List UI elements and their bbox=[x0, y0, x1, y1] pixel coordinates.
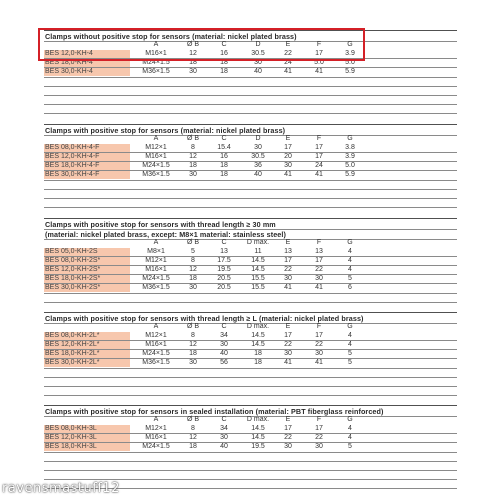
section-1-title: Clamps without positive stop for sensors (material: nickel plated brass) bbox=[45, 32, 297, 41]
rule bbox=[44, 452, 457, 453]
cell-c: 20.5 bbox=[217, 284, 231, 291]
cell-e: 22 bbox=[284, 434, 292, 441]
cell-a: M24×1.5 bbox=[142, 443, 170, 450]
cell-a: M12×1 bbox=[145, 257, 167, 264]
section-2-header bbox=[44, 135, 457, 143]
cell-f: 22 bbox=[315, 266, 323, 273]
rule bbox=[44, 395, 457, 396]
cell-a: M36×1.5 bbox=[142, 284, 170, 291]
section-4-title: Clamps with positive stop for sensors with thread length ≥ L (material: nickel plated brass) bbox=[45, 314, 364, 323]
cell-f: 17 bbox=[315, 332, 323, 339]
cell-a: M8×1 bbox=[147, 248, 165, 255]
section-3-header bbox=[44, 239, 457, 247]
cell-e: 20 bbox=[284, 153, 292, 160]
part-number: BES 18,0-KH-2S* bbox=[44, 275, 130, 283]
cell-b: 8 bbox=[191, 144, 195, 151]
cell-b: 30 bbox=[189, 68, 197, 75]
cell-b: 8 bbox=[191, 425, 195, 432]
cell-b: 12 bbox=[189, 341, 197, 348]
rule bbox=[44, 189, 457, 190]
cell-f: 41 bbox=[315, 284, 323, 291]
column-header: G bbox=[347, 239, 353, 246]
column-header: D max. bbox=[246, 323, 270, 330]
cell-d: 15.5 bbox=[251, 284, 265, 291]
table-row bbox=[44, 248, 457, 256]
cell-g: 4 bbox=[348, 434, 352, 441]
cell-e: 41 bbox=[284, 359, 292, 366]
cell-c: 20.5 bbox=[217, 275, 231, 282]
column-header: F bbox=[316, 416, 322, 423]
table-row bbox=[44, 266, 457, 274]
section-5-header bbox=[44, 416, 457, 424]
cell-d: 30 bbox=[254, 59, 262, 66]
cell-c: 18 bbox=[220, 162, 228, 169]
cell-f: 30 bbox=[315, 350, 323, 357]
column-header: C bbox=[221, 135, 227, 142]
cell-c: 30 bbox=[220, 434, 228, 441]
cell-g: 3.8 bbox=[345, 144, 355, 151]
cell-f: 17 bbox=[315, 257, 323, 264]
cell-e: 41 bbox=[284, 68, 292, 75]
column-header: Ø B bbox=[186, 239, 200, 246]
cell-a: M12×1 bbox=[145, 425, 167, 432]
cell-b: 18 bbox=[189, 162, 197, 169]
cell-e: 17 bbox=[284, 144, 292, 151]
column-header: A bbox=[153, 239, 159, 246]
rule bbox=[44, 312, 457, 313]
cell-d: 40 bbox=[254, 68, 262, 75]
part-number: BES 12,0-KH-4 bbox=[44, 50, 130, 58]
cell-g: 6 bbox=[348, 284, 352, 291]
cell-a: M36×1.5 bbox=[142, 359, 170, 366]
cell-g: 4 bbox=[348, 341, 352, 348]
table-row bbox=[44, 171, 457, 179]
cell-e: 30 bbox=[284, 350, 292, 357]
column-header: C bbox=[221, 416, 227, 423]
table-row bbox=[44, 425, 457, 433]
cell-b: 12 bbox=[189, 266, 197, 273]
column-header: D bbox=[255, 41, 261, 48]
cell-d: 18 bbox=[254, 359, 262, 366]
table-row bbox=[44, 257, 457, 265]
cell-g: 5 bbox=[348, 275, 352, 282]
column-header: C bbox=[221, 41, 227, 48]
cell-c: 13 bbox=[220, 248, 228, 255]
column-header: A bbox=[153, 323, 159, 330]
part-number: BES 18,0-KH-2L* bbox=[44, 350, 130, 358]
column-header: D max. bbox=[246, 416, 270, 423]
part-number: BES 18,0-KH-4-F bbox=[44, 162, 130, 170]
table-row bbox=[44, 162, 457, 170]
cell-a: M24×1.5 bbox=[142, 350, 170, 357]
cell-g: 4 bbox=[348, 425, 352, 432]
cell-d: 11 bbox=[254, 248, 262, 255]
rule bbox=[44, 386, 457, 387]
cell-b: 30 bbox=[189, 359, 197, 366]
cell-c: 34 bbox=[220, 332, 228, 339]
part-number: BES 12,0-KH-2S* bbox=[44, 266, 130, 274]
rule bbox=[44, 302, 457, 303]
column-header: E bbox=[285, 416, 291, 423]
table-row bbox=[44, 350, 457, 358]
table-row bbox=[44, 332, 457, 340]
rule bbox=[44, 207, 457, 208]
table-row bbox=[44, 153, 457, 161]
cell-a: M12×1 bbox=[145, 144, 167, 151]
cell-a: M16×1 bbox=[145, 434, 167, 441]
cell-c: 40 bbox=[220, 350, 228, 357]
column-header: G bbox=[347, 323, 353, 330]
part-number: BES 30,0-KH-4-F bbox=[44, 171, 130, 179]
column-header: F bbox=[316, 41, 322, 48]
cell-c: 18 bbox=[220, 68, 228, 75]
part-number: BES 12,0-KH-4-F bbox=[44, 153, 130, 161]
column-header: C bbox=[221, 323, 227, 330]
part-number: BES 30,0-KH-2S* bbox=[44, 284, 130, 292]
part-number: BES 05,0-KH-2S bbox=[44, 248, 130, 256]
column-header: E bbox=[285, 41, 291, 48]
cell-b: 18 bbox=[189, 275, 197, 282]
cell-b: 18 bbox=[189, 443, 197, 450]
table-row bbox=[44, 275, 457, 283]
rule bbox=[44, 218, 457, 219]
cell-g: 5.0 bbox=[345, 162, 355, 169]
cell-g: 4 bbox=[348, 332, 352, 339]
cell-c: 30 bbox=[220, 341, 228, 348]
column-header: E bbox=[285, 323, 291, 330]
cell-f: 17 bbox=[315, 144, 323, 151]
part-number: BES 08,0-KH-4-F bbox=[44, 144, 130, 152]
cell-f: 24 bbox=[315, 162, 323, 169]
cell-c: 40 bbox=[220, 443, 228, 450]
cell-e: 17 bbox=[284, 257, 292, 264]
cell-d: 14.5 bbox=[251, 332, 265, 339]
column-header: E bbox=[285, 135, 291, 142]
cell-e: 41 bbox=[284, 171, 292, 178]
cell-d: 30 bbox=[254, 144, 262, 151]
part-number: BES 30,0-KH-2L* bbox=[44, 359, 130, 367]
column-header: G bbox=[347, 135, 353, 142]
cell-f: 22 bbox=[315, 341, 323, 348]
column-header: Ø B bbox=[186, 323, 200, 330]
cell-b: 5 bbox=[191, 248, 195, 255]
cell-a: M36×1.5 bbox=[142, 68, 170, 75]
cell-g: 4 bbox=[348, 257, 352, 264]
cell-e: 30 bbox=[284, 275, 292, 282]
column-header: Ø B bbox=[186, 416, 200, 423]
section-5-title: Clamps with positive stop for sensors in sealed installation (material: PBT fiberglass reinforced) bbox=[45, 407, 384, 416]
cell-g: 3.9 bbox=[345, 50, 355, 57]
rule bbox=[44, 479, 457, 480]
cell-b: 8 bbox=[191, 257, 195, 264]
cell-c: 19.5 bbox=[217, 266, 231, 273]
part-number: BES 12,0-KH-3L bbox=[44, 434, 130, 442]
cell-f: 17 bbox=[315, 425, 323, 432]
table-row bbox=[44, 68, 457, 76]
column-header: G bbox=[347, 41, 353, 48]
cell-g: 4 bbox=[348, 266, 352, 273]
cell-g: 3.9 bbox=[345, 153, 355, 160]
cell-a: M24×1.5 bbox=[142, 275, 170, 282]
cell-f: 13 bbox=[315, 248, 323, 255]
cell-c: 34 bbox=[220, 425, 228, 432]
part-number: BES 08,0-KH-3L bbox=[44, 425, 130, 433]
column-header: C bbox=[221, 239, 227, 246]
table-row bbox=[44, 359, 457, 367]
column-header: G bbox=[347, 416, 353, 423]
section-3-subtitle: (material: nickel plated brass, except: M8×1 material: stainless steel) bbox=[45, 230, 286, 239]
table-row bbox=[44, 434, 457, 442]
cell-b: 30 bbox=[189, 171, 197, 178]
section-2-title: Clamps with positive stop for sensors (material: nickel plated brass) bbox=[45, 126, 286, 135]
cell-f: 41 bbox=[315, 359, 323, 366]
cell-g: 5 bbox=[348, 443, 352, 450]
rule bbox=[44, 124, 457, 125]
cell-f: 17 bbox=[315, 50, 323, 57]
cell-a: M36×1.5 bbox=[142, 171, 170, 178]
column-header: F bbox=[316, 135, 322, 142]
table-row bbox=[44, 443, 457, 451]
cell-b: 30 bbox=[189, 284, 197, 291]
part-number: BES 08,0-KH-2L* bbox=[44, 332, 130, 340]
cell-f: 41 bbox=[315, 68, 323, 75]
cell-a: M12×1 bbox=[145, 332, 167, 339]
cell-b: 12 bbox=[189, 50, 197, 57]
column-header: E bbox=[285, 239, 291, 246]
cell-d: 40 bbox=[254, 171, 262, 178]
cell-d: 14.5 bbox=[251, 266, 265, 273]
column-header: A bbox=[153, 135, 159, 142]
cell-b: 12 bbox=[189, 153, 197, 160]
cell-c: 16 bbox=[220, 153, 228, 160]
cell-e: 30 bbox=[284, 443, 292, 450]
rule bbox=[44, 470, 457, 471]
table-row bbox=[44, 144, 457, 152]
rule bbox=[44, 377, 457, 378]
cell-g: 5.9 bbox=[345, 68, 355, 75]
cell-g: 4 bbox=[348, 248, 352, 255]
part-number: BES 30,0-KH-4 bbox=[44, 68, 130, 76]
rule bbox=[44, 198, 457, 199]
cell-a: M16×1 bbox=[145, 50, 167, 57]
cell-c: 56 bbox=[220, 359, 228, 366]
column-header: D bbox=[255, 135, 261, 142]
cell-c: 18 bbox=[220, 59, 228, 66]
column-header: A bbox=[153, 41, 159, 48]
cell-d: 19.5 bbox=[251, 443, 265, 450]
cell-d: 30.5 bbox=[251, 153, 265, 160]
part-number: BES 12,0-KH-2L* bbox=[44, 341, 130, 349]
cell-e: 17 bbox=[284, 425, 292, 432]
cell-d: 14.5 bbox=[251, 425, 265, 432]
column-header: Ø B bbox=[186, 41, 200, 48]
cell-c: 18 bbox=[220, 171, 228, 178]
cell-b: 18 bbox=[189, 350, 197, 357]
column-header: F bbox=[316, 323, 322, 330]
cell-f: 5.0 bbox=[314, 59, 324, 66]
column-header: Ø B bbox=[186, 135, 200, 142]
watermark: ravensmastuff12 bbox=[2, 481, 120, 496]
highlight-box bbox=[38, 28, 365, 61]
column-header: F bbox=[316, 239, 322, 246]
cell-c: 15.4 bbox=[217, 144, 231, 151]
cell-d: 15.5 bbox=[251, 275, 265, 282]
rule bbox=[44, 293, 457, 294]
cell-c: 17.5 bbox=[217, 257, 231, 264]
cell-e: 41 bbox=[284, 284, 292, 291]
rule bbox=[44, 180, 457, 181]
part-number: BES 08,0-KH-2S* bbox=[44, 257, 130, 265]
cell-d: 36 bbox=[254, 162, 262, 169]
cell-b: 12 bbox=[189, 434, 197, 441]
cell-g: 5.0 bbox=[345, 59, 355, 66]
cell-d: 30.5 bbox=[251, 50, 265, 57]
cell-e: 24 bbox=[284, 59, 292, 66]
cell-d: 14.5 bbox=[251, 434, 265, 441]
cell-b: 8 bbox=[191, 332, 195, 339]
cell-e: 22 bbox=[284, 50, 292, 57]
cell-d: 14.5 bbox=[251, 257, 265, 264]
table-row bbox=[44, 284, 457, 292]
cell-g: 5 bbox=[348, 350, 352, 357]
rule bbox=[44, 461, 457, 462]
cell-g: 5 bbox=[348, 359, 352, 366]
cell-a: M16×1 bbox=[145, 266, 167, 273]
cell-a: M16×1 bbox=[145, 341, 167, 348]
column-header: A bbox=[153, 416, 159, 423]
cell-g: 5.9 bbox=[345, 171, 355, 178]
rule bbox=[44, 86, 457, 87]
rule bbox=[44, 95, 457, 96]
rule bbox=[44, 113, 457, 114]
section-4-header bbox=[44, 323, 457, 331]
rule bbox=[44, 405, 457, 406]
cell-e: 22 bbox=[284, 266, 292, 273]
cell-a: M24×1.5 bbox=[142, 162, 170, 169]
cell-e: 17 bbox=[284, 332, 292, 339]
cell-d: 14.5 bbox=[251, 341, 265, 348]
cell-d: 18 bbox=[254, 350, 262, 357]
rule bbox=[44, 104, 457, 105]
cell-e: 22 bbox=[284, 341, 292, 348]
part-number: BES 18,0-KH-3L bbox=[44, 443, 130, 451]
column-header: D max. bbox=[246, 239, 270, 246]
cell-a: M16×1 bbox=[145, 153, 167, 160]
cell-f: 30 bbox=[315, 275, 323, 282]
part-number: BES 18,0-KH-4 bbox=[44, 59, 130, 67]
section-3-title: Clamps with positive stop for sensors with thread length ≥ 30 mm bbox=[45, 220, 276, 229]
cell-c: 16 bbox=[220, 50, 228, 57]
cell-a: M24×1.5 bbox=[142, 59, 170, 66]
rule bbox=[44, 77, 457, 78]
table-row bbox=[44, 341, 457, 349]
cell-f: 41 bbox=[315, 171, 323, 178]
rule bbox=[44, 368, 457, 369]
cell-f: 17 bbox=[315, 153, 323, 160]
cell-e: 30 bbox=[284, 162, 292, 169]
cell-e: 13 bbox=[284, 248, 292, 255]
cell-b: 18 bbox=[189, 59, 197, 66]
cell-f: 22 bbox=[315, 434, 323, 441]
cell-f: 30 bbox=[315, 443, 323, 450]
